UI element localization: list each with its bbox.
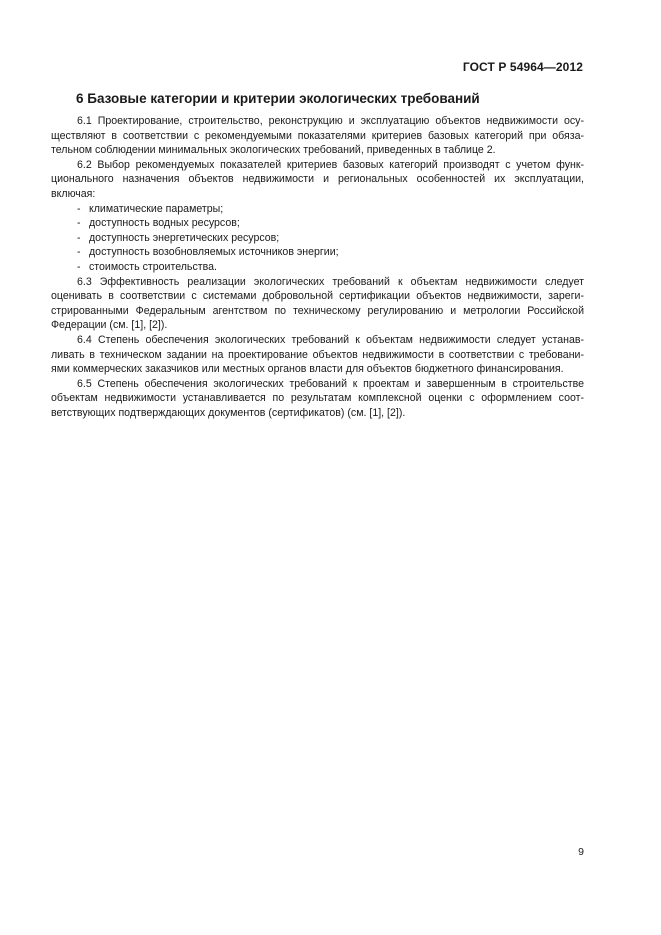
list-marker: - — [77, 246, 81, 259]
paragraph-line: 6.5 Степень обеспечения экологических требований к проектам и завершенным в строительстве — [77, 377, 584, 390]
document-code: ГОСТ Р 54964—2012 — [462, 60, 583, 74]
list-marker: - — [77, 260, 81, 273]
body-text — [51, 114, 584, 420]
criteria-list — [51, 202, 584, 275]
list-item — [51, 216, 584, 231]
paragraph-line: 6.1 Проектирование, строительство, реконструкцию и эксплуатацию объектов недвижимости осу- — [77, 115, 584, 127]
list-item — [51, 260, 584, 275]
list-item — [51, 202, 584, 217]
paragraph-6-1 — [51, 114, 584, 158]
list-item-text: климатические параметры; — [89, 202, 224, 215]
list-item — [51, 231, 584, 246]
paragraph-line: 6.3 Эффективность реализации экологических требований к объектам недвижимости следует — [77, 275, 584, 288]
paragraph-line: ществляют в соответствии с рекомендуемыми показателями критериев базовых категорий при обяза- — [51, 129, 584, 142]
paragraph-6-3 — [51, 275, 584, 333]
paragraph-line: 6.2 Выбор рекомендуемых показателей критериев базовых категорий производят с учетом функ- — [77, 158, 584, 171]
paragraph-line: объектам недвижимости устанавливается по результатам комплексной оценки с оформлением соот- — [51, 392, 584, 405]
paragraph-line: ветствующих подтверждающих документов (сертификатов) (см. [1], [2]). — [51, 406, 406, 419]
paragraph-line: включая: — [51, 187, 96, 200]
paragraph-6-4 — [51, 333, 584, 377]
paragraph-line: ями коммерческих заказчиков или местных органов власти для объектов бюджетного финансирования. — [51, 363, 564, 376]
paragraph-line: оценивать в соответствии с системами добровольной сертификации объектов недвижимости, зареги- — [51, 290, 584, 303]
paragraph-line: стрированными Федеральным агентством по техническому регулированию и метрологии Российской — [51, 304, 584, 317]
list-marker: - — [77, 231, 81, 244]
list-item-text: доступность энергетических ресурсов; — [89, 231, 280, 244]
paragraph-line: Федерации (см. [1], [2]). — [51, 319, 168, 332]
list-item-text: доступность водных ресурсов; — [89, 217, 240, 230]
list-marker: - — [77, 217, 81, 230]
paragraph-line: ционального назначения объектов недвижимости и региональных особенностей их эксплуатации, — [51, 173, 584, 186]
list-item-text: доступность возобновляемых источников энергии; — [89, 246, 339, 259]
paragraph-line: тельном соблюдении минимальных экологических требований, приведенных в таблице 2. — [51, 144, 496, 157]
list-item — [51, 245, 584, 260]
paragraph-6-2 — [51, 158, 584, 202]
paragraph-6-5 — [51, 377, 584, 421]
section-heading: 6 Базовые категории и критерии экологических требований — [76, 91, 480, 106]
page-number: 9 — [578, 846, 584, 858]
paragraph-line: ливать в техническом задании на проектирование объектов недвижимости в соответствии с требовани- — [51, 348, 584, 361]
list-marker: - — [77, 202, 81, 215]
list-item-text: стоимость строительства. — [89, 260, 217, 273]
paragraph-line: 6.4 Степень обеспечения экологических требований к объектам недвижимости следует устанав- — [77, 333, 584, 346]
